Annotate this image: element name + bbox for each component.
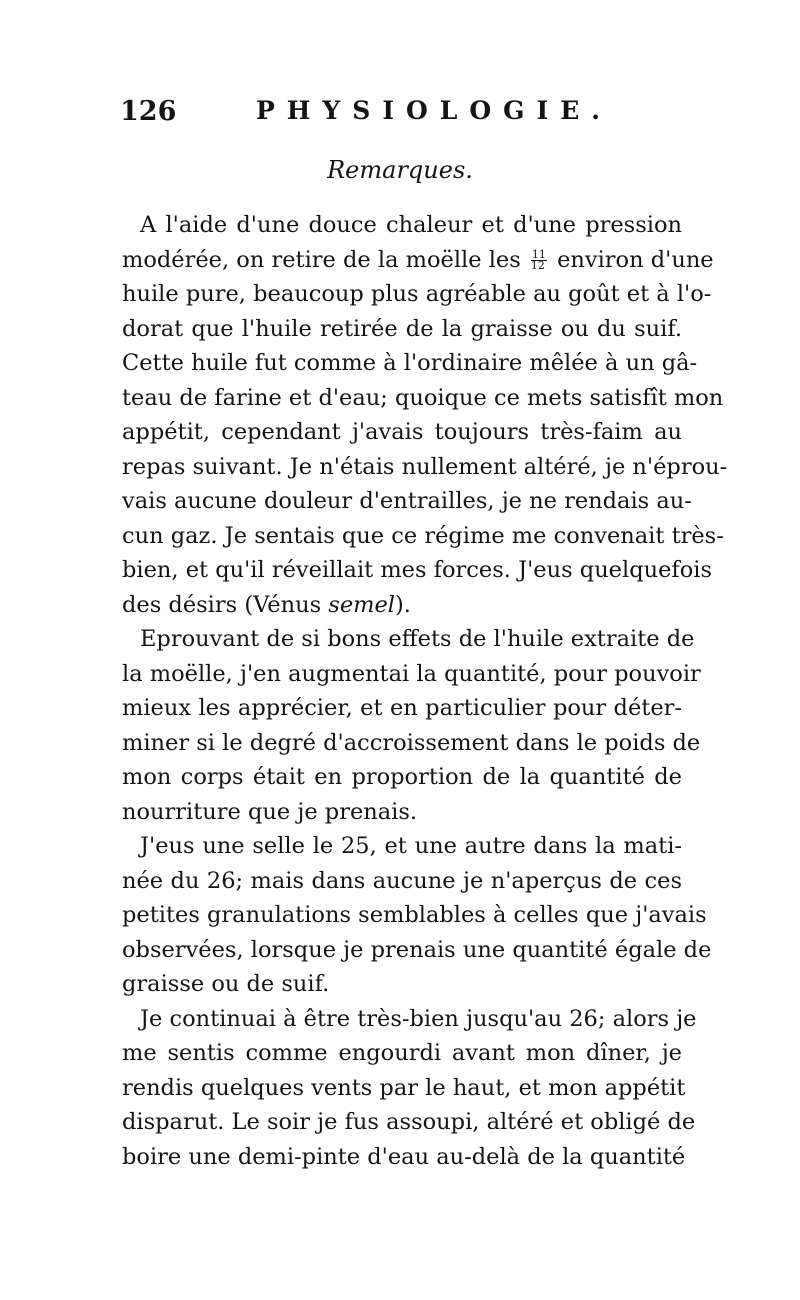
running-title: PHYSIOLOGIE.: [256, 96, 612, 125]
text-line: mieux les apprécier, et en particulier pour déter-: [122, 695, 682, 721]
text-line: bien, et qu'il réveillait mes forces. J'eus quelquefois: [122, 557, 713, 583]
text-segment: ).: [395, 591, 411, 618]
text-line: petites granulations semblables à celles que j'avais: [122, 902, 707, 928]
text-line: vais aucune douleur d'entrailles, je ne rendais au-: [122, 488, 692, 514]
text-line: Cette huile fut comme à l'ordinaire mêlée à un gâ-: [122, 350, 698, 376]
text-line: mon corps était en proportion de la quantité de: [122, 764, 682, 790]
text-line: repas suivant. Je n'étais nullement altéré, je n'éprou-: [122, 453, 728, 480]
text-line: huile pure, beaucoup plus agréable au goût et à l'o-: [122, 281, 712, 307]
text-line: [122, 588, 682, 623]
text-line: teau de farine et d'eau; quoique ce mets satisfît mon: [122, 384, 724, 411]
text-line: dorat que l'huile retirée de la graisse ou du suif.: [122, 315, 682, 342]
text-segment: des désirs (Vénus: [122, 591, 322, 618]
text-line: Je continuai à être très-bien jusqu'au 26; alors je: [140, 1005, 697, 1032]
body-text: [122, 208, 728, 1174]
text-line: nourriture que je prenais.: [122, 798, 418, 825]
text-line: miner si le degré d'accroissement dans le poids de: [122, 729, 701, 756]
section-title: Remarques.: [327, 156, 473, 184]
text-line: boire une demi-pinte d'eau au-delà de la quantité: [122, 1143, 686, 1170]
text-line: Eprouvant de si bons effets de l'huile extraite de: [140, 626, 695, 652]
text-line: graisse ou de suif.: [122, 971, 330, 997]
text-line: née du 26; mais dans aucune je n'aperçus de ces: [122, 867, 682, 894]
text-segment: environ d'une: [557, 246, 714, 273]
text-line: appétit, cependant j'avais toujours très-faim au: [122, 419, 682, 445]
text-line: observées, lorsque je prenais une quantité égale de: [122, 936, 712, 963]
fraction: [531, 250, 547, 271]
text-segment: modérée, on retire de la moëlle les: [122, 246, 521, 273]
text-line: me sentis comme engourdi avant mon dîner, je: [122, 1040, 682, 1066]
text-line: la moëlle, j'en augmentai la quantité, pour pouvoir: [122, 660, 701, 687]
text-line: disparut. Le soir je fus assoupi, altéré et obligé de: [122, 1109, 696, 1135]
text-line: J'eus une selle le 25, et une autre dans la mati-: [140, 833, 682, 859]
italic-word: semel: [328, 591, 396, 618]
text-line: A l'aide d'une douce chaleur et d'une pression: [140, 212, 682, 238]
text-line: cun gaz. Je sentais que ce régime me convenait très-: [122, 522, 724, 549]
text-line: [122, 243, 714, 278]
page-header: [120, 96, 680, 136]
text-line: rendis quelques vents par le haut, et mon appétit: [122, 1074, 686, 1101]
fraction-numerator: 11: [531, 248, 546, 261]
fraction-denominator: 12: [530, 259, 545, 272]
page-number: 126: [120, 96, 177, 127]
